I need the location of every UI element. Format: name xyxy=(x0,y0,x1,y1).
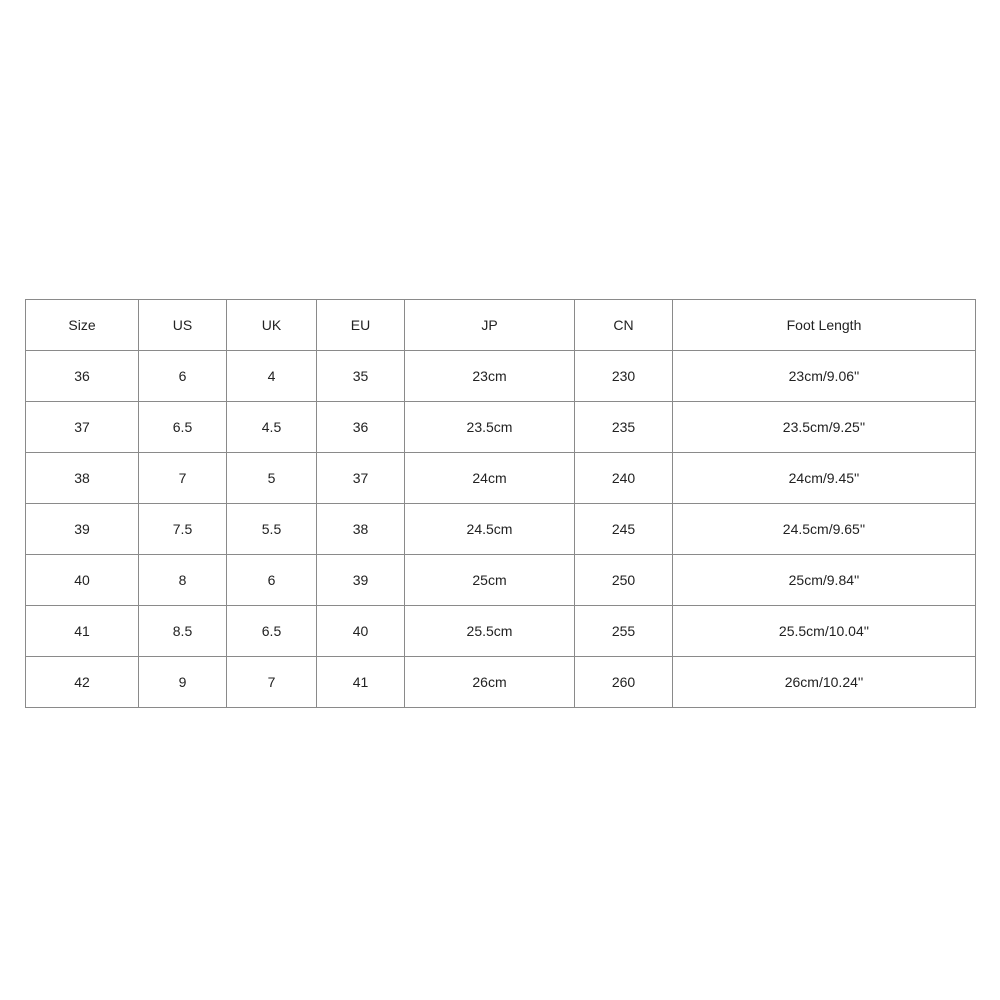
cell-cn: 230 xyxy=(575,351,673,402)
cell-jp: 24cm xyxy=(405,453,575,504)
table-row xyxy=(26,606,976,657)
cell-size: 37 xyxy=(26,402,139,453)
cell-us: 8 xyxy=(139,555,227,606)
table-row xyxy=(26,351,976,402)
cell-uk: 5 xyxy=(227,453,317,504)
cell-foot-length: 23.5cm/9.25'' xyxy=(673,402,976,453)
cell-foot-length: 26cm/10.24'' xyxy=(673,657,976,708)
cell-size: 36 xyxy=(26,351,139,402)
cell-eu: 37 xyxy=(317,453,405,504)
table-row xyxy=(26,453,976,504)
cell-size: 41 xyxy=(26,606,139,657)
cell-us: 6.5 xyxy=(139,402,227,453)
cell-jp: 24.5cm xyxy=(405,504,575,555)
cell-size: 42 xyxy=(26,657,139,708)
cell-foot-length: 24.5cm/9.65'' xyxy=(673,504,976,555)
header-size: Size xyxy=(26,300,139,351)
cell-size: 39 xyxy=(26,504,139,555)
cell-us: 6 xyxy=(139,351,227,402)
table-row xyxy=(26,402,976,453)
cell-uk: 6 xyxy=(227,555,317,606)
cell-eu: 41 xyxy=(317,657,405,708)
cell-uk: 5.5 xyxy=(227,504,317,555)
cell-jp: 23cm xyxy=(405,351,575,402)
cell-eu: 40 xyxy=(317,606,405,657)
cell-eu: 36 xyxy=(317,402,405,453)
table-row xyxy=(26,657,976,708)
table-row xyxy=(26,504,976,555)
shoe-size-chart xyxy=(25,299,976,708)
cell-cn: 235 xyxy=(575,402,673,453)
cell-uk: 6.5 xyxy=(227,606,317,657)
cell-cn: 245 xyxy=(575,504,673,555)
cell-uk: 4.5 xyxy=(227,402,317,453)
cell-size: 38 xyxy=(26,453,139,504)
header-row xyxy=(26,300,976,351)
cell-jp: 25.5cm xyxy=(405,606,575,657)
header-eu: EU xyxy=(317,300,405,351)
cell-us: 7 xyxy=(139,453,227,504)
cell-us: 7.5 xyxy=(139,504,227,555)
cell-size: 40 xyxy=(26,555,139,606)
cell-eu: 39 xyxy=(317,555,405,606)
cell-cn: 260 xyxy=(575,657,673,708)
cell-uk: 4 xyxy=(227,351,317,402)
cell-eu: 38 xyxy=(317,504,405,555)
table-row xyxy=(26,555,976,606)
cell-eu: 35 xyxy=(317,351,405,402)
header-uk: UK xyxy=(227,300,317,351)
cell-foot-length: 25cm/9.84'' xyxy=(673,555,976,606)
cell-foot-length: 24cm/9.45'' xyxy=(673,453,976,504)
cell-jp: 26cm xyxy=(405,657,575,708)
header-foot-length: Foot Length xyxy=(673,300,976,351)
cell-us: 8.5 xyxy=(139,606,227,657)
cell-cn: 240 xyxy=(575,453,673,504)
cell-uk: 7 xyxy=(227,657,317,708)
header-jp: JP xyxy=(405,300,575,351)
cell-us: 9 xyxy=(139,657,227,708)
cell-cn: 255 xyxy=(575,606,673,657)
cell-jp: 25cm xyxy=(405,555,575,606)
cell-foot-length: 25.5cm/10.04'' xyxy=(673,606,976,657)
header-us: US xyxy=(139,300,227,351)
cell-jp: 23.5cm xyxy=(405,402,575,453)
cell-foot-length: 23cm/9.06'' xyxy=(673,351,976,402)
header-cn: CN xyxy=(575,300,673,351)
cell-cn: 250 xyxy=(575,555,673,606)
